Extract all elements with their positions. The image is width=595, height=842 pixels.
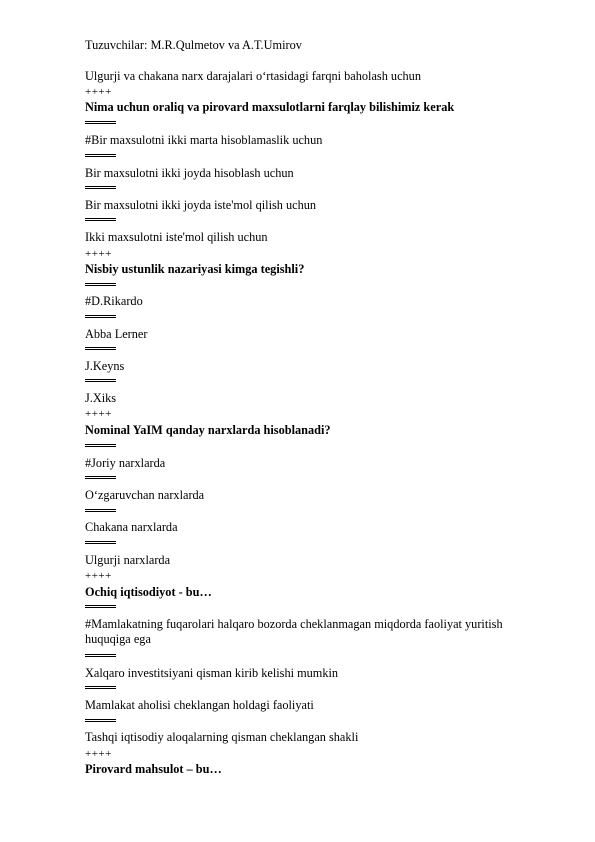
- question-2-option-4: J.Xiks: [85, 391, 117, 405]
- authors-line: Tuzuvchilar: M.R.Qulmetov va A.T.Umirov: [85, 38, 302, 52]
- plus-separator: ++++: [85, 86, 112, 98]
- question-1-option-1: #Bir maxsulotni ikki marta hisoblamaslik uchun: [85, 133, 323, 147]
- question-3-option-1: #Joriy narxlarda: [85, 456, 166, 470]
- question-2-option-1: #D.Rikardo: [85, 294, 143, 308]
- question-1: Nima uchun oraliq va pirovard maxsulotlarni farqlay bilishimiz kerak: [85, 100, 455, 114]
- option-separator: [85, 541, 116, 544]
- option-separator: [85, 121, 116, 124]
- question-2-option-3: J.Keyns: [85, 359, 125, 373]
- option-separator: [85, 605, 116, 608]
- question-4-option-2: Xalqaro investitsiyani qisman kirib kelishi mumkin: [85, 666, 339, 680]
- question-1-option-4: Ikki maxsulotni iste'mol qilish uchun: [85, 230, 268, 244]
- option-separator: [85, 654, 116, 657]
- option-separator: [85, 186, 116, 189]
- question-2: Nisbiy ustunlik nazariyasi kimga tegishli?: [85, 262, 305, 276]
- question-4-option-3: Mamlakat aholisi cheklangan holdagi faoliyati: [85, 698, 314, 712]
- question-3-option-3: Chakana narxlarda: [85, 520, 178, 534]
- question-4-option-1: #Mamlakatning fuqarolari halqaro bozorda cheklanmagan miqdorda faoliyat yuritish huquqiga ega: [85, 617, 503, 646]
- plus-separator: ++++: [85, 408, 112, 420]
- plus-separator: ++++: [85, 748, 112, 760]
- question-4: Ochiq iqtisodiyot - bu…: [85, 585, 212, 599]
- plus-separator: ++++: [85, 570, 112, 582]
- option-separator: [85, 283, 116, 286]
- option-separator: [85, 218, 116, 221]
- question-3-option-2: O‘zgaruvchan narxlarda: [85, 488, 205, 502]
- question-3-option-4: Ulgurji narxlarda: [85, 553, 171, 567]
- question-5: Pirovard mahsulot – bu…: [85, 762, 222, 776]
- question-4-option-4: Tashqi iqtisodiy aloqalarning qisman cheklangan shakli: [85, 730, 359, 744]
- question-1-option-2: Bir maxsulotni ikki joyda hisoblash uchun: [85, 166, 294, 180]
- question-2-option-2: Abba Lerner: [85, 327, 148, 341]
- option-separator: [85, 154, 116, 157]
- option-separator: [85, 509, 116, 512]
- intro-text: Ulgurji va chakana narx darajalari o‘rtasidagi farqni baholash uchun: [85, 69, 421, 83]
- option-separator: [85, 719, 116, 722]
- question-3: Nominal YaIM qanday narxlarda hisoblanadi?: [85, 423, 331, 437]
- option-separator: [85, 444, 116, 447]
- question-1-option-3: Bir maxsulotni ikki joyda iste'mol qilish uchun: [85, 198, 317, 212]
- option-separator: [85, 476, 116, 479]
- option-separator: [85, 686, 116, 689]
- option-separator: [85, 347, 116, 350]
- option-separator: [85, 379, 116, 382]
- option-separator: [85, 315, 116, 318]
- plus-separator: ++++: [85, 248, 112, 260]
